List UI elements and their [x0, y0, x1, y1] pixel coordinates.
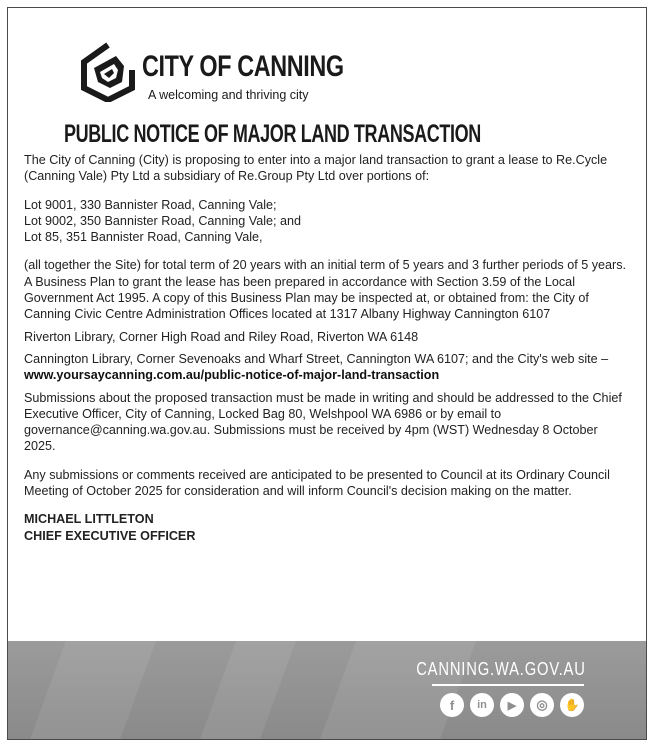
footer-stripe	[320, 641, 476, 739]
lot-list	[24, 197, 630, 246]
lot-item: Lot 9002, 350 Bannister Road, Canning Vale; and	[24, 213, 302, 228]
notice-body	[24, 152, 630, 545]
brand-name: CITY OF CANNING	[142, 50, 344, 83]
lot-item: Lot 9001, 330 Bannister Road, Canning Vale;	[24, 197, 277, 212]
footer-stripe	[200, 641, 296, 739]
facebook-icon[interactable]: f	[440, 693, 464, 717]
term-paragraph: (all together the Site) for total term of 20 years with an initial term of 5 years and 3 further periods of 5 years.	[24, 258, 626, 273]
footer-divider	[432, 684, 584, 686]
notice-frame	[7, 7, 647, 740]
business-plan-paragraph: A Business Plan to grant the lease has been prepared in accordance with Section 3.59 of the Local Government Act 1995. A copy of this Business Plan may be inspected at, or obtained from: the City of Canning Civic Centre Administration Offices located at 1317 Albany Highway Cannington 6107	[24, 274, 589, 322]
hand-icon[interactable]: ✋	[560, 693, 584, 717]
comments-paragraph: Any submissions or comments received are anticipated to be presented to Council at its Ordinary Council Meeting of October 2025 for consideration and will inform Council's decision making on the matter.	[24, 467, 610, 499]
instagram-icon[interactable]: ◎	[530, 693, 554, 717]
lot-item: Lot 85, 351 Bannister Road, Canning Vale,	[24, 230, 263, 245]
youtube-icon[interactable]: ▶	[500, 693, 524, 717]
signatory-name: MICHAEL LITTLETON	[24, 512, 154, 527]
notice-title: PUBLIC NOTICE OF MAJOR LAND TRANSACTION	[64, 120, 481, 148]
footer-website[interactable]: CANNING.WA.GOV.AU	[416, 659, 586, 679]
signatory-role: CHIEF EXECUTIVE OFFICER	[24, 529, 196, 544]
footer-band	[8, 641, 646, 739]
city-logo	[78, 42, 378, 108]
riverton-paragraph: Riverton Library, Corner High Road and Riley Road, Riverton WA 6148	[24, 329, 419, 344]
cannington-text: Cannington Library, Corner Sevenoaks and Wharf Street, Cannington WA 6107; and the City's web site –	[24, 351, 609, 366]
submissions-paragraph: Submissions about the proposed transaction must be made in writing and should be addressed to the Chief Executive Officer, City of Canning, Locked Bag 80, Welshpool WA 6986 or by email to governance@canning.wa.gov.au. Submissions must be received by 4pm (WST) Wednesday 8 October 2025.	[24, 390, 622, 454]
brand-tagline: A welcoming and thriving city	[148, 88, 309, 102]
signature-block	[24, 511, 630, 545]
footer-stripe	[30, 641, 156, 739]
website-link[interactable]: www.yoursaycanning.com.au/public-notice-of-major-land-transaction	[24, 368, 440, 383]
social-links	[440, 693, 584, 717]
city-emblem-icon	[78, 42, 138, 102]
intro-paragraph: The City of Canning (City) is proposing to enter into a major land transaction to grant a lease to Re.Cycle (Canning Vale) Pty Ltd a subsidiary of Re.Group Pty Ltd over portions of:	[24, 153, 608, 184]
linkedin-icon[interactable]: in	[470, 693, 494, 717]
cannington-paragraph	[24, 351, 630, 384]
